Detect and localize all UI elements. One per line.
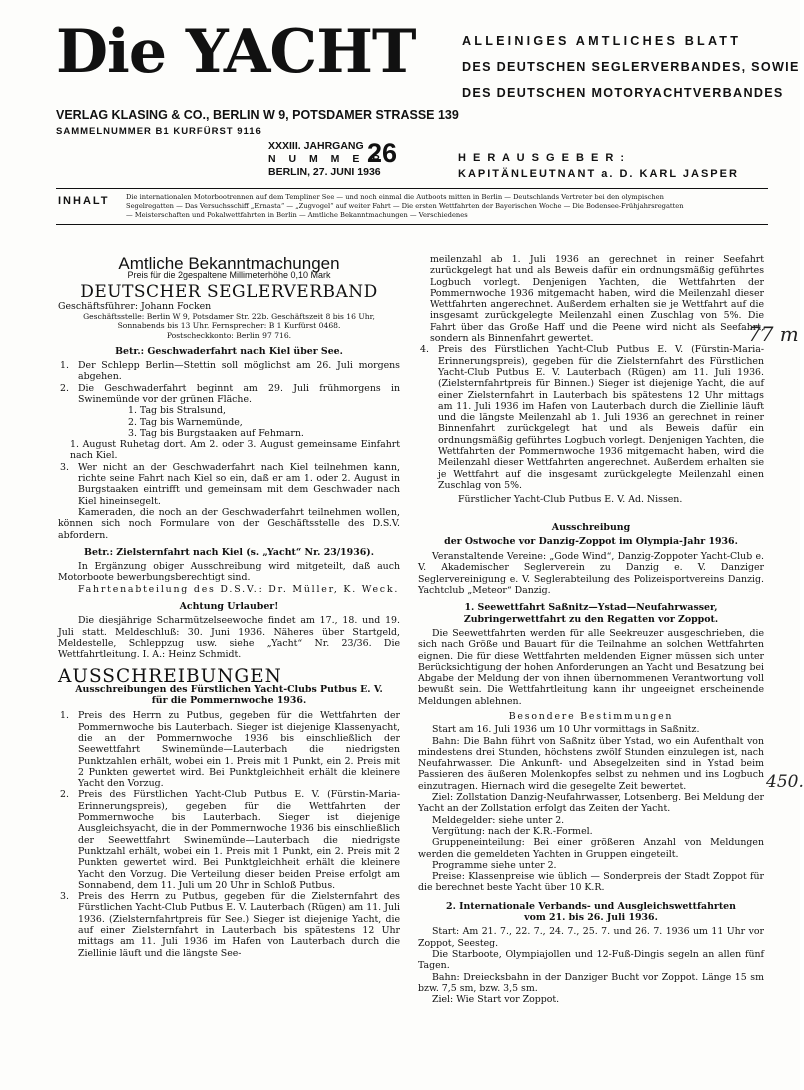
- tour-day: 2. Tag bis Warnemünde,: [128, 416, 243, 428]
- achtung-heading: Achtung Urlauber!: [179, 601, 279, 613]
- gs-line-2: Sonnabends bis 13 Uhr. Fernsprecher: B 1 Kurfürst 0468.: [117, 321, 341, 331]
- tour-day: 3. Tag bis Burgstaaken auf Fehmarn.: [128, 427, 304, 439]
- list-item: 2. Die Geschwaderfahrt beginnt am 29. Juli frühmorgens in Swinemünde vor der grünen Fläche.: [60, 382, 400, 405]
- verbandswettfahrten-heading: [418, 901, 764, 924]
- bestimmung: Ziel: Zollstation Danzig-Neufahrwasser, Lotsenberg. Bei Meldung der Yacht an der Zollstation erfolgt das Zeiten der Yacht.: [418, 792, 764, 815]
- masthead-title: Die YACHT: [56, 17, 416, 87]
- herausgeber-name: KAPITÄNLEUTNANT a. D. KARL JASPER: [458, 168, 739, 180]
- ausschreibungen-subheading: [58, 684, 400, 707]
- gs-line-3: Postscheckkonto: Berlin 97 716.: [166, 330, 292, 340]
- wettfahrt-line: Ziel: Wie Start vor Zoppot.: [432, 994, 560, 1006]
- phone-line: SAMMELNUMMER B1 KURFÜRST 9116: [56, 126, 262, 137]
- achtung-text: Die diesjährige Scharmützelseewoche findet am 17., 18. und 19. Juli statt. Meldeschluß: 30. Juni 1936. Näheres über Startgeld, Meldestelle, Schleppzug usw. siehe „Yacht“ Nr. 23/36. Die Wettfahrtleitung. I. A.: Heinz Schmidt.: [58, 615, 400, 661]
- verbandswettfahrten-sub: vom 21. bis 26. Juli 1936.: [524, 912, 658, 924]
- inhalt-label: INHALT: [58, 195, 110, 207]
- item3-continuation: meilenzahl ab 1. Juli 1936 an gerechnet in reiner Seefahrt zurückgelegt hat und als Beweis dafür ein ordnungsmäßig geführtes Logbuch vorlegt. Denjenigen Yachten, die Wettfahrten der Pommernwoche 1936 mitgemacht haben, wird die Meilenzahl dieser Wettfahrten angerechnet. Außerdem erhalten sie je Wettfahrt auf die insgesamt zurückgelegte Meilenzahl einen Zuschlag von 5%. Die Fahrt über das Große Haff und die Peene wird nicht als Seefahrt, sondern als Binnenfahrt gewertet.: [430, 254, 764, 345]
- amtliche-heading: Amtliche Bekanntmachungen: [118, 254, 340, 273]
- ausschreibungen-list: [58, 710, 400, 959]
- left-column: [58, 254, 400, 959]
- bestimmung: Vergütung: nach der K.R.-Formel.: [432, 825, 593, 837]
- ostwoche-subheading: der Ostwoche vor Danzig-Zoppot im Olympia-Jahr 1936.: [444, 535, 738, 547]
- geschaeftsstelle: [58, 312, 400, 340]
- wettfahrt-line: Die Starboote, Olympiajollen und 12-Fuß-Dingis segeln an allen fünf Tagen.: [418, 948, 764, 972]
- putbus-list: [418, 344, 764, 491]
- list-item: 2. Preis des Fürstlichen Yacht-Club Putbus E. V. (Fürstin-Maria-Erinnerungspreis), gegeben für die Wettfahrten der Pommernwoche bis Lauterbach. Sieger ist diejenige Ausgleichsyacht, die in der Pommernwoche 1936 bis einschließlich der Seewettfahrt Swinemünde—Lauterbach die niedrigste Punktzahl erhält, wobei ein 1. Preis mit 1 Punkt, ein 2. Preis mit 2 Punkten gewertet wird. Bei Punktgleichheit erhält die kleinere Yacht den Vorzug. Die Verteilung dieser beiden Preise erfolgt am Sonnabend, dem 11. Juli um 20 Uhr in Schloß Putbus.: [60, 789, 400, 891]
- ausschreibungen-heading: AUSSCHREIBUNGEN: [58, 665, 282, 687]
- tour-rest: 1. August Ruhetag dort. Am 2. oder 3. August gemeinsame Einfahrt nach Kiel.: [70, 439, 400, 462]
- zielstern-text: In Ergänzung obiger Ausschreibung wird mitgeteilt, daß auch Motorboote bewerbungsberechtigt sind.: [58, 561, 400, 584]
- tagline-line-1: ALLEINIGES AMTLICHES BLATT: [462, 34, 742, 48]
- issue-nummer-label: N U M M E R: [268, 153, 385, 165]
- issue-number: 26: [367, 138, 398, 168]
- geschaeftsfuehrer: Geschäftsführer: Johann Focken: [58, 300, 212, 312]
- veranstalter-text: Veranstaltende Vereine: „Gode Wind“, Danzig-Zoppoter Yacht-Club e. V. Akademischer Seglerverein zu Danzig e. V. Danziger Seglervereinigung e. V. Seglerabteilung des Polizeisportvereins Danzig. Yachtclub „Meteor“ Danzig.: [418, 551, 764, 597]
- geschwader-list-2: [58, 462, 400, 507]
- wettfahrt-line: Start: Am 21. 7., 22. 7., 24. 7., 25. 7. und 26. 7. 1936 um 11 Uhr vor Zoppot, Seesteg.: [418, 926, 764, 949]
- herausgeber-label: H E R A U S G E B E R :: [458, 152, 627, 164]
- issue-date: BERLIN, 27. JUNI 1936: [268, 166, 381, 178]
- publisher-line: VERLAG KLASING & CO., BERLIN W 9, POTSDAMER STRASSE 139: [56, 108, 459, 122]
- betr-zielsternfahrt: Betr.: Zielsternfahrt nach Kiel (s. „Yacht“ Nr. 23/1936).: [84, 546, 374, 558]
- putbus-signature: Fürstlicher Yacht-Club Putbus E. V. Ad. Nissen.: [458, 494, 683, 506]
- tour-day: 1. Tag bis Stralsund,: [128, 405, 226, 417]
- divider-top: [56, 188, 768, 189]
- inhalt-line-3: — Meisterschaften und Pokalwettfahrten in Berlin — Amtliche Bekanntmachungen — Verschiedenes: [126, 211, 468, 220]
- list-item: 4. Preis des Fürstlichen Yacht-Club Putbus E. V. (Fürstin-Maria-Erinnerungspreis), gegeben für die Zielsternfahrt des Fürstlichen Yacht-Club Putbus E. V. Lauterbach (Rügen) am 11. Juli 1936. (Zielsternfahrtpreis für Binnen.) Sieger ist diejenige Yacht, die auf einer Zielsternfahrt in Lauterbach bis spätestens 12 Uhr mittags am 11. Juli 1936 im Hafen von Lauterbach durch die Ziellinie läuft und die längste Meilenzahl ab 1. Juli 1936 an gerechnet in reiner Binnenfahrt zurückgelegt hat und als Beweis dafür ein ordnungsmäßig geführtes Logbuch vorlegt. Denjenigen Yachten, die Wettfahrten der Pommernwoche 1936 mitgemacht haben, wird die Meilenzahl dieser Wettfahrten angerechnet. Außerdem erhalten sie je Wettfahrt auf die insgesamt zurückgelegte Meilenzahl einen Zuschlag von 5%.: [420, 344, 764, 491]
- bestimmungen-heading: Besondere Bestimmungen: [508, 710, 674, 722]
- inhalt-contents: [126, 193, 766, 221]
- list-item: 1. Preis des Herrn zu Putbus, gegeben für die Wettfahrten der Pommernwoche bis Lauterbach. Sieger ist diejenige Klassenyacht, die an der Pommernwoche 1936 bis einschließlich der Seewettfahrt Swinemünde—Lauterbach die niedrigsten Punktzahlen erhält, wobei ein 1. Preis mit 1 Punkt, ein 2. Preis mit 2 Punkten gewertet wird. Bei Punktgleichheit erhält die kleinere Yacht den Vorzug.: [60, 710, 400, 790]
- geschwader-note: Kameraden, die noch an der Geschwaderfahrt teilnehmen wollen, können sich noch Formulare von der Geschäftsstelle des D.S.V. abfordern.: [58, 506, 400, 541]
- tagline-line-3: DES DEUTSCHEN MOTORYACHTVERBANDES: [462, 86, 784, 100]
- list-item: 3. Preis des Herrn zu Putbus, gegeben für die Zielsternfahrt des Fürstlichen Yacht-Club Putbus E. V. Lauterbach (Rügen) am 11. Juli 1936. (Zielsternfahrtpreis für See.) Sieger ist diejenige Yacht, die auf einer Zielsternfahrt in Lauterbach bis spätestens 12 Uhr mittags am 11. Juli 1936 im Hafen von Lauterbach durch die Ziellinie läuft und die längste See-: [60, 891, 400, 959]
- ostwoche-heading: Ausschreibung: [551, 521, 631, 533]
- verbandswettfahrten-title: 2. Internationale Verbands- und Ausgleichswettfahrten: [446, 900, 736, 912]
- bestimmung: Gruppeneinteilung: Bei einer größeren Anzahl von Meldungen werden die gemeldeten Yachten in Gruppen eingeteilt.: [418, 837, 764, 860]
- inhalt-line-1: Die internationalen Motorbootrennen auf dem Templiner See — und noch einmal die Autboots mitten in Berlin — Deutschlands Vertreter bei den olympischen: [126, 193, 664, 201]
- tour-days: [58, 405, 400, 439]
- geschwader-list: [58, 360, 400, 405]
- gs-line-1: Geschäftsstelle: Berlin W 9, Potsdamer Str. 22b. Geschäftszeit 8 bis 16 Uhr,: [83, 312, 375, 322]
- bestimmung: Bahn: Die Bahn führt von Saßnitz über Ystad, wo ein Aufenthalt von mindestens drei Stunden, höchstens zwölf Stunden einzulegen ist, nach Neufahrwasser. Die Ankunft- und Absegelzeiten sind in Ystad beim Passieren des äußeren Molenkopfes selbst zu nehmen und ins Logbuch einzutragen. Hiernach wird die gesegelte Zeit bewertet.: [418, 735, 764, 792]
- seewettfahrt-heading: [418, 602, 764, 625]
- wettfahrt-line: Bahn: Dreiecksbahn in der Danziger Bucht vor Zoppot. Länge 15 sm bzw. 7,5 sm, bzw. 3,5 sm.: [418, 971, 764, 994]
- seewettfahrt-text: Die Seewettfahrten werden für alle Seekreuzer ausgeschrieben, die sich nach Größe und Bauart für die Teilnahme an solchen Wettfahrten eignen. Die für diese Wettfahrten meldenden Eigner müssen sich unter Berücksichtigung der hohen Anforderungen an Yacht und Besatzung bei Abgabe der Meldung der von ihnen übernommenen Verantwortung voll bewußt sein. Die Wettfahrtleitung kann ihr ungeeignet erscheinende Meldungen ablehnen.: [418, 627, 764, 707]
- bestimmung: Meldegelder: siehe unter 2.: [432, 814, 565, 826]
- aus-sub-line-1: Ausschreibungen des Fürstlichen Yacht-Clubs Putbus E. V.: [75, 683, 383, 695]
- handwritten-note-1: 77 m: [748, 322, 799, 346]
- tagline-line-2: DES DEUTSCHEN SEGLERVERBANDES, SOWIE: [462, 60, 800, 74]
- zielstern-signature: Fahrtenabteilung des D.S.V.: Dr. Müller, K. Weck.: [78, 583, 400, 595]
- right-column: [418, 254, 764, 1005]
- herausgeber-block: [458, 150, 739, 182]
- issue-jahrgang: XXXIII. JAHRGANG: [268, 140, 364, 152]
- list-item: 3. Wer nicht an der Geschwaderfahrt nach Kiel teilnehmen kann, richte seine Fahrt nach Kiel so ein, daß er am 1. oder 2. August in Burgstaaken eintrifft und gemeinsam mit dem Geschwader nach Kiel hineinsegelt.: [60, 461, 400, 507]
- dsv-heading: DEUTSCHER SEGLERVERBAND: [80, 281, 378, 302]
- bestimmung: Programme siehe unter 2.: [432, 859, 557, 871]
- handwritten-note-2: 450.: [766, 772, 804, 792]
- price-note: Preis für die 2gespaltene Millimeterhöhe 0,10 Mark: [127, 270, 331, 281]
- bestimmung: Preise: Klassenpreise wie üblich — Sonderpreis der Stadt Zoppot für die berechnet beste Yacht über 10 K.R.: [418, 871, 764, 894]
- divider-bottom: [56, 224, 768, 225]
- betr-geschwaderfahrt: Betr.: Geschwaderfahrt nach Kiel über See.: [115, 345, 343, 357]
- aus-sub-line-2: für die Pommernwoche 1936.: [151, 695, 307, 707]
- seewettfahrt-sub: Zubringerwettfahrt zu den Regatten vor Zoppot.: [463, 613, 719, 625]
- list-item: 1. Der Schlepp Berlin—Stettin soll möglichst am 26. Juli morgens abgehen.: [60, 360, 400, 383]
- inhalt-line-2: Segelregatten — Das Versuchsschiff „Ernasta“ — „Zugvogel“ auf weiter Fahrt — Die ersten Wettfahrten der Bayerischen Woche — Die Bodensee-Frühjahrsregatten: [126, 202, 684, 211]
- seewettfahrt-title: 1. Seewettfahrt Saßnitz—Ystad—Neufahrwasser,: [464, 602, 718, 614]
- masthead-tagline: [462, 28, 800, 106]
- bestimmung: Start am 16. Juli 1936 um 10 Uhr vormittags in Saßnitz.: [432, 724, 700, 736]
